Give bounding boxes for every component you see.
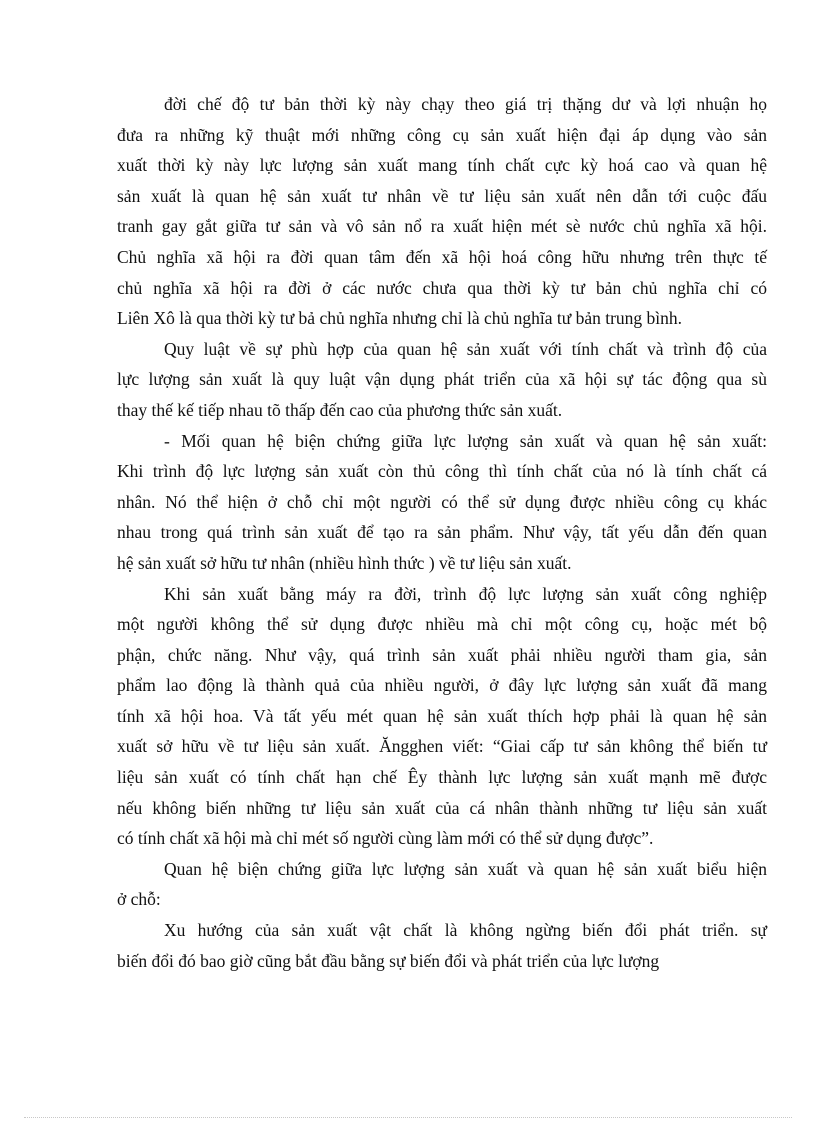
text-line: nhau trong quá trình sản xuất để tạo ra sản phẩm. Như vậy, tất yếu dẫn đến quan (117, 522, 767, 543)
paragraph (117, 854, 767, 915)
footer-divider (24, 1117, 792, 1118)
text-line: sản xuất là quan hệ sản xuất tư nhân về tư liệu sản xuất nên dẫn tới cuộc đấu (117, 185, 767, 206)
text-line: xuất sở hữu về tư liệu sản xuất. Ăngghen viết: “Giai cấp tư sản không thể biến tư (117, 736, 767, 757)
text-line: biến đổi đó bao giờ cũng bắt đầu bằng sự biến đổi và phát triển của lực lượng (117, 950, 660, 971)
text-line: Quy luật về sự phù hợp của quan hệ sản xuất với tính chất và trình độ của (164, 338, 767, 359)
text-line: tranh gay gắt giữa tư sản và vô sản nổ ra xuất hiện mét sè nước chủ nghĩa xã hội. (117, 216, 767, 237)
text-line: một người không thể sử dụng được nhiều mà chỉ một công cụ, hoặc mét bộ (117, 614, 767, 635)
text-line: Quan hệ biện chứng giữa lực lượng sản xuất và quan hệ sản xuất biểu hiện (164, 858, 767, 879)
text-line: chủ nghĩa xã hội ra đời ở các nước chưa qua thời kỳ tư bản chủ nghĩa chỉ có (117, 277, 767, 298)
text-line: phận, chức năng. Như vậy, quá trình sản xuất phải nhiều người tham gia, sản (117, 644, 767, 665)
text-line: phẩm lao động là thành quả của nhiều người, ở đây lực lượng sản xuất đã mang (117, 675, 767, 696)
text-line: lực lượng sản xuất là quy luật vận dụng phát triển của xã hội sự tác động qua sù (117, 369, 767, 390)
paragraph (117, 89, 767, 334)
document-page (117, 89, 767, 976)
text-line: nếu không biến những tư liệu sản xuất của cá nhân thành những tư liệu sản xuất (117, 797, 767, 818)
text-line: nhân. Nó thể hiện ở chỗ chỉ một người có thể sử dụng được nhiều công cụ khác (117, 491, 767, 512)
text-line: xuất thời kỳ này lực lượng sản xuất mang tính chất cực kỳ hoá cao và quan hệ (117, 155, 767, 176)
text-line: ở chỗ: (117, 889, 161, 910)
text-line: đời chế độ tư bản thời kỳ này chạy theo giá trị thặng dư và lợi nhuận họ (164, 94, 767, 114)
paragraph (117, 334, 767, 426)
text-line: có tính chất xã hội mà chỉ mét số người cùng làm mới có thể sử dụng được”. (117, 828, 654, 849)
paragraph (117, 915, 767, 976)
text-line: liệu sản xuất có tính chất hạn chế Êy thành lực lượng sản xuất mạnh mẽ được (117, 767, 767, 788)
text-line: đưa ra những kỹ thuật mới những công cụ sản xuất hiện đại áp dụng vào sản (117, 124, 767, 145)
text-line: Liên Xô là qua thời kỳ tư bả chủ nghĩa nhưng chỉ là chủ nghĩa tư bản trung bình. (117, 308, 683, 329)
paragraph (117, 426, 767, 579)
text-line: Chủ nghĩa xã hội ra đời quan tâm đến xã hội hoá công hữu nhưng trên thực tế (117, 246, 767, 267)
text-line: - Mối quan hệ biện chứng giữa lực lượng sản xuất và quan hệ sản xuất: (164, 430, 767, 451)
paragraph (117, 579, 767, 854)
text-line: Khi sản xuất bằng máy ra đời, trình độ lực lượng sản xuất công nghiệp (164, 583, 767, 604)
text-line: tính xã hội hoa. Và tất yếu mét quan hệ sản xuất thích hợp phải là quan hệ sản (117, 705, 767, 726)
text-line: Khi trình độ lực lượng sản xuất còn thủ công thì tính chất của nó là tính chất cá (117, 461, 767, 482)
text-line: thay thế kế tiếp nhau tõ thấp đến cao của phương thức sản xuất. (117, 399, 563, 420)
text-line: hệ sản xuất sở hữu tư nhân (nhiều hình thức ) về tư liệu sản xuất. (117, 552, 572, 573)
text-line: Xu hướng của sản xuất vật chất là không ngừng biến đổi phát triển. sự (164, 920, 767, 941)
